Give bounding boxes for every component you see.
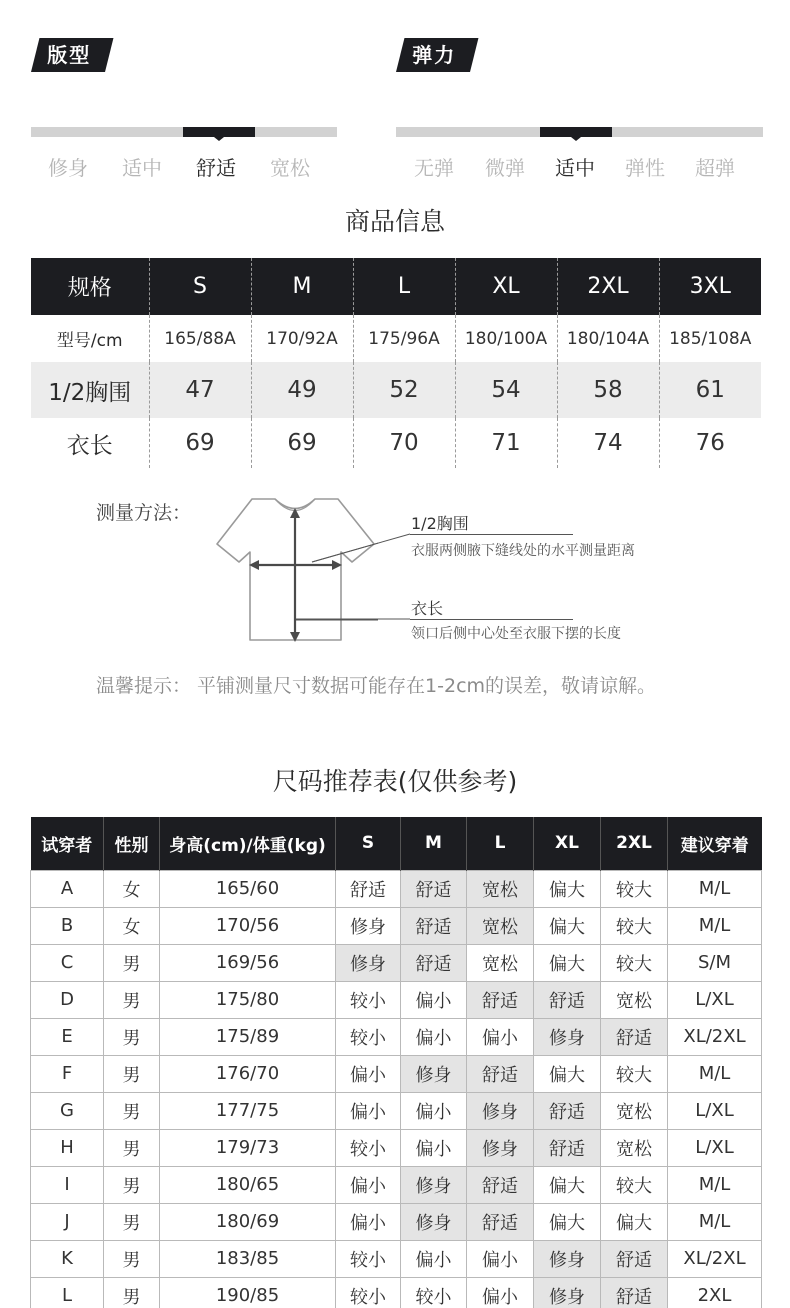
elastic-scale-marker xyxy=(540,127,612,137)
measurement-label: 测量方法： xyxy=(96,502,192,524)
height-weight-cell: 165/60 xyxy=(160,870,336,907)
height-weight-cell: 180/69 xyxy=(160,1203,336,1240)
table-row xyxy=(31,907,762,944)
table-row xyxy=(31,362,761,418)
fit-cell: 舒适 xyxy=(467,981,534,1018)
fit-cell: 偏小 xyxy=(401,981,467,1018)
table-cell: 61 xyxy=(659,362,761,418)
fit-cell: 偏大 xyxy=(534,870,601,907)
gender-cell: 男 xyxy=(104,1240,160,1277)
chest-measure-title: 1/2胸围 xyxy=(411,514,469,533)
fit-cell: 偏大 xyxy=(601,1203,668,1240)
length-measure-desc: 领口后侧中心处至衣服下摆的长度 xyxy=(411,626,621,642)
fit-cell: 修身 xyxy=(534,1277,601,1308)
tester-id-cell: J xyxy=(31,1203,104,1240)
suggested-size-cell: M/L xyxy=(668,907,762,944)
fit-cell: 较大 xyxy=(601,870,668,907)
height-weight-cell: 177/75 xyxy=(160,1092,336,1129)
table-cell: 74 xyxy=(557,418,659,468)
fit-cell: 舒适 xyxy=(601,1277,668,1308)
elastic-option: 超弹 xyxy=(695,156,735,180)
tester-id-cell: B xyxy=(31,907,104,944)
table-row xyxy=(31,1203,762,1240)
fit-cell: 修身 xyxy=(401,1055,467,1092)
suggested-size-cell: M/L xyxy=(668,1166,762,1203)
table-cell: 170/92A xyxy=(251,315,353,362)
fit-cell: 偏大 xyxy=(534,1203,601,1240)
table-cell: 47 xyxy=(149,362,251,418)
header-cell: 2XL xyxy=(601,817,668,870)
warm-tip: 温馨提示： 平铺测量尺寸数据可能存在1-2cm的误差，敬请谅解。 xyxy=(96,675,657,697)
recommendation-title: 尺码推荐表(仅供参考) xyxy=(272,767,518,796)
header-cell: L xyxy=(353,258,455,315)
gender-cell: 男 xyxy=(104,1166,160,1203)
table-row xyxy=(31,1092,762,1129)
elastic-scale xyxy=(396,38,763,180)
fit-scale xyxy=(31,38,337,180)
table-cell: 49 xyxy=(251,362,353,418)
fit-cell: 较小 xyxy=(401,1277,467,1308)
fit-cell: 偏小 xyxy=(336,1203,401,1240)
chest-measure-desc: 衣服两侧腋下缝线处的水平测量距离 xyxy=(411,543,635,559)
height-weight-cell: 170/56 xyxy=(160,907,336,944)
fit-cell: 偏小 xyxy=(336,1166,401,1203)
fit-cell: 修身 xyxy=(534,1018,601,1055)
table-cell: 58 xyxy=(557,362,659,418)
fit-cell: 偏小 xyxy=(336,1092,401,1129)
fit-cell: 修身 xyxy=(534,1240,601,1277)
table-row xyxy=(31,315,761,362)
fit-cell: 偏小 xyxy=(401,1092,467,1129)
fit-cell: 舒适 xyxy=(534,1092,601,1129)
gender-cell: 女 xyxy=(104,870,160,907)
elastic-option: 微弹 xyxy=(485,156,525,180)
table-row xyxy=(31,418,761,468)
tester-id-cell: L xyxy=(31,1277,104,1308)
fit-cell: 修身 xyxy=(336,907,401,944)
gender-cell: 男 xyxy=(104,981,160,1018)
gender-cell: 男 xyxy=(104,1018,160,1055)
table-cell: 185/108A xyxy=(659,315,761,362)
fit-cell: 较大 xyxy=(601,907,668,944)
header-cell: 建议穿着 xyxy=(668,817,762,870)
header-cell: 身高(cm)/体重(kg) xyxy=(160,817,336,870)
fit-cell: 偏小 xyxy=(401,1018,467,1055)
fit-cell: 舒适 xyxy=(601,1018,668,1055)
fit-cell: 舒适 xyxy=(467,1166,534,1203)
table-row xyxy=(31,1166,762,1203)
tester-id-cell: F xyxy=(31,1055,104,1092)
suggested-size-cell: M/L xyxy=(668,1055,762,1092)
fit-cell: 舒适 xyxy=(534,1129,601,1166)
table-row xyxy=(31,1018,762,1055)
fit-cell: 舒适 xyxy=(401,944,467,981)
suggested-size-cell: L/XL xyxy=(668,981,762,1018)
fit-option: 宽松 xyxy=(270,156,310,180)
fit-cell: 偏小 xyxy=(467,1277,534,1308)
tester-id-cell: I xyxy=(31,1166,104,1203)
table-row xyxy=(31,1129,762,1166)
row-label: 型号/cm xyxy=(56,331,123,351)
gender-cell: 男 xyxy=(104,1203,160,1240)
elastic-option-selected: 适中 xyxy=(555,156,595,180)
row-label: 1/2胸围 xyxy=(31,362,149,418)
suggested-size-cell: L/XL xyxy=(668,1092,762,1129)
table-cell: 180/104A xyxy=(557,315,659,362)
leader-connectors xyxy=(296,530,412,622)
fit-cell: 较大 xyxy=(601,944,668,981)
fit-cell: 较小 xyxy=(336,1277,401,1308)
table-cell: 71 xyxy=(455,418,557,468)
fit-cell: 偏小 xyxy=(467,1018,534,1055)
tester-id-cell: A xyxy=(31,870,104,907)
fit-cell: 修身 xyxy=(336,944,401,981)
tester-id-cell: H xyxy=(31,1129,104,1166)
fit-cell: 舒适 xyxy=(336,870,401,907)
height-weight-cell: 175/89 xyxy=(160,1018,336,1055)
header-cell: 试穿者 xyxy=(31,817,104,870)
tester-id-cell: C xyxy=(31,944,104,981)
suggested-size-cell: 2XL xyxy=(668,1277,762,1308)
gender-cell: 男 xyxy=(104,1055,160,1092)
fit-cell: 舒适 xyxy=(401,907,467,944)
fit-cell: 舒适 xyxy=(401,870,467,907)
row-label: 衣长 xyxy=(66,432,113,459)
header-cell: 2XL xyxy=(557,258,659,315)
table-cell: 52 xyxy=(353,362,455,418)
height-weight-cell: 169/56 xyxy=(160,944,336,981)
gender-cell: 男 xyxy=(104,944,160,981)
length-leader-line xyxy=(410,619,573,620)
height-weight-cell: 175/80 xyxy=(160,981,336,1018)
tester-id-cell: E xyxy=(31,1018,104,1055)
table-cell: 180/100A xyxy=(455,315,557,362)
header-cell: M xyxy=(401,817,467,870)
product-info-title: 商品信息 xyxy=(344,207,445,236)
table-row xyxy=(31,1277,762,1308)
fit-option: 修身 xyxy=(48,156,88,180)
fit-cell: 宽松 xyxy=(601,1129,668,1166)
header-cell: S xyxy=(149,258,251,315)
header-cell: XL xyxy=(534,817,601,870)
fit-cell: 偏大 xyxy=(534,1055,601,1092)
height-weight-cell: 179/73 xyxy=(160,1129,336,1166)
elastic-scale-title: 弹力 xyxy=(396,38,478,72)
table-cell: 54 xyxy=(455,362,557,418)
fit-scale-marker xyxy=(183,127,255,137)
fit-cell: 偏大 xyxy=(534,944,601,981)
gender-cell: 男 xyxy=(104,1277,160,1308)
fit-cell: 较大 xyxy=(601,1055,668,1092)
fit-cell: 偏大 xyxy=(534,907,601,944)
fit-cell: 较小 xyxy=(336,981,401,1018)
fit-cell: 舒适 xyxy=(467,1203,534,1240)
fit-cell: 宽松 xyxy=(601,981,668,1018)
fit-cell: 较小 xyxy=(336,1240,401,1277)
tester-id-cell: G xyxy=(31,1092,104,1129)
header-cell: 规格 xyxy=(31,258,149,315)
fit-cell: 偏大 xyxy=(534,1166,601,1203)
table-row xyxy=(31,1055,762,1092)
chest-leader-line xyxy=(410,534,573,535)
table-row xyxy=(31,1240,762,1277)
fit-cell: 修身 xyxy=(467,1129,534,1166)
table-cell: 69 xyxy=(251,418,353,468)
table-cell: 69 xyxy=(149,418,251,468)
fit-scale-title: 版型 xyxy=(31,38,113,72)
fit-cell: 舒适 xyxy=(601,1240,668,1277)
elastic-option: 无弹 xyxy=(414,156,454,180)
suggested-size-cell: XL/2XL xyxy=(668,1018,762,1055)
fit-cell: 修身 xyxy=(401,1166,467,1203)
fit-cell: 偏小 xyxy=(467,1240,534,1277)
fit-cell: 修身 xyxy=(401,1203,467,1240)
header-cell: S xyxy=(336,817,401,870)
tester-id-cell: K xyxy=(31,1240,104,1277)
fit-cell: 偏小 xyxy=(401,1240,467,1277)
header-cell: XL xyxy=(455,258,557,315)
fit-option-selected: 舒适 xyxy=(196,156,236,180)
table-cell: 165/88A xyxy=(149,315,251,362)
suggested-size-cell: S/M xyxy=(668,944,762,981)
table-cell: 76 xyxy=(659,418,761,468)
product-info-table xyxy=(31,258,761,468)
fit-cell: 偏小 xyxy=(401,1129,467,1166)
fit-cell: 宽松 xyxy=(467,944,534,981)
fit-cell: 修身 xyxy=(467,1092,534,1129)
fit-option: 适中 xyxy=(122,156,162,180)
header-cell: L xyxy=(467,817,534,870)
fit-cell: 宽松 xyxy=(467,907,534,944)
table-cell: 70 xyxy=(353,418,455,468)
suggested-size-cell: M/L xyxy=(668,870,762,907)
gender-cell: 男 xyxy=(104,1129,160,1166)
gender-cell: 女 xyxy=(104,907,160,944)
suggested-size-cell: XL/2XL xyxy=(668,1240,762,1277)
fit-cell: 较小 xyxy=(336,1129,401,1166)
suggested-size-cell: L/XL xyxy=(668,1129,762,1166)
table-row xyxy=(31,870,762,907)
gender-cell: 男 xyxy=(104,1092,160,1129)
suggested-size-cell: M/L xyxy=(668,1203,762,1240)
size-recommendation-table xyxy=(30,817,762,1308)
height-weight-cell: 183/85 xyxy=(160,1240,336,1277)
height-weight-cell: 176/70 xyxy=(160,1055,336,1092)
fit-cell: 较大 xyxy=(601,1166,668,1203)
height-weight-cell: 190/85 xyxy=(160,1277,336,1308)
product-info-header-row xyxy=(31,258,761,315)
table-row xyxy=(31,981,762,1018)
fit-cell: 舒适 xyxy=(467,1055,534,1092)
header-cell: M xyxy=(251,258,353,315)
tester-id-cell: D xyxy=(31,981,104,1018)
fit-cell: 偏小 xyxy=(336,1055,401,1092)
elastic-option: 弹性 xyxy=(625,156,665,180)
table-row xyxy=(31,944,762,981)
length-measure-title: 衣长 xyxy=(411,599,444,618)
table-cell: 175/96A xyxy=(353,315,455,362)
recommendation-header-row xyxy=(31,817,762,870)
height-weight-cell: 180/65 xyxy=(160,1166,336,1203)
fit-cell: 宽松 xyxy=(601,1092,668,1129)
fit-cell: 舒适 xyxy=(534,981,601,1018)
fit-cell: 宽松 xyxy=(467,870,534,907)
header-cell: 3XL xyxy=(659,258,761,315)
header-cell: 性别 xyxy=(104,817,160,870)
fit-cell: 较小 xyxy=(336,1018,401,1055)
